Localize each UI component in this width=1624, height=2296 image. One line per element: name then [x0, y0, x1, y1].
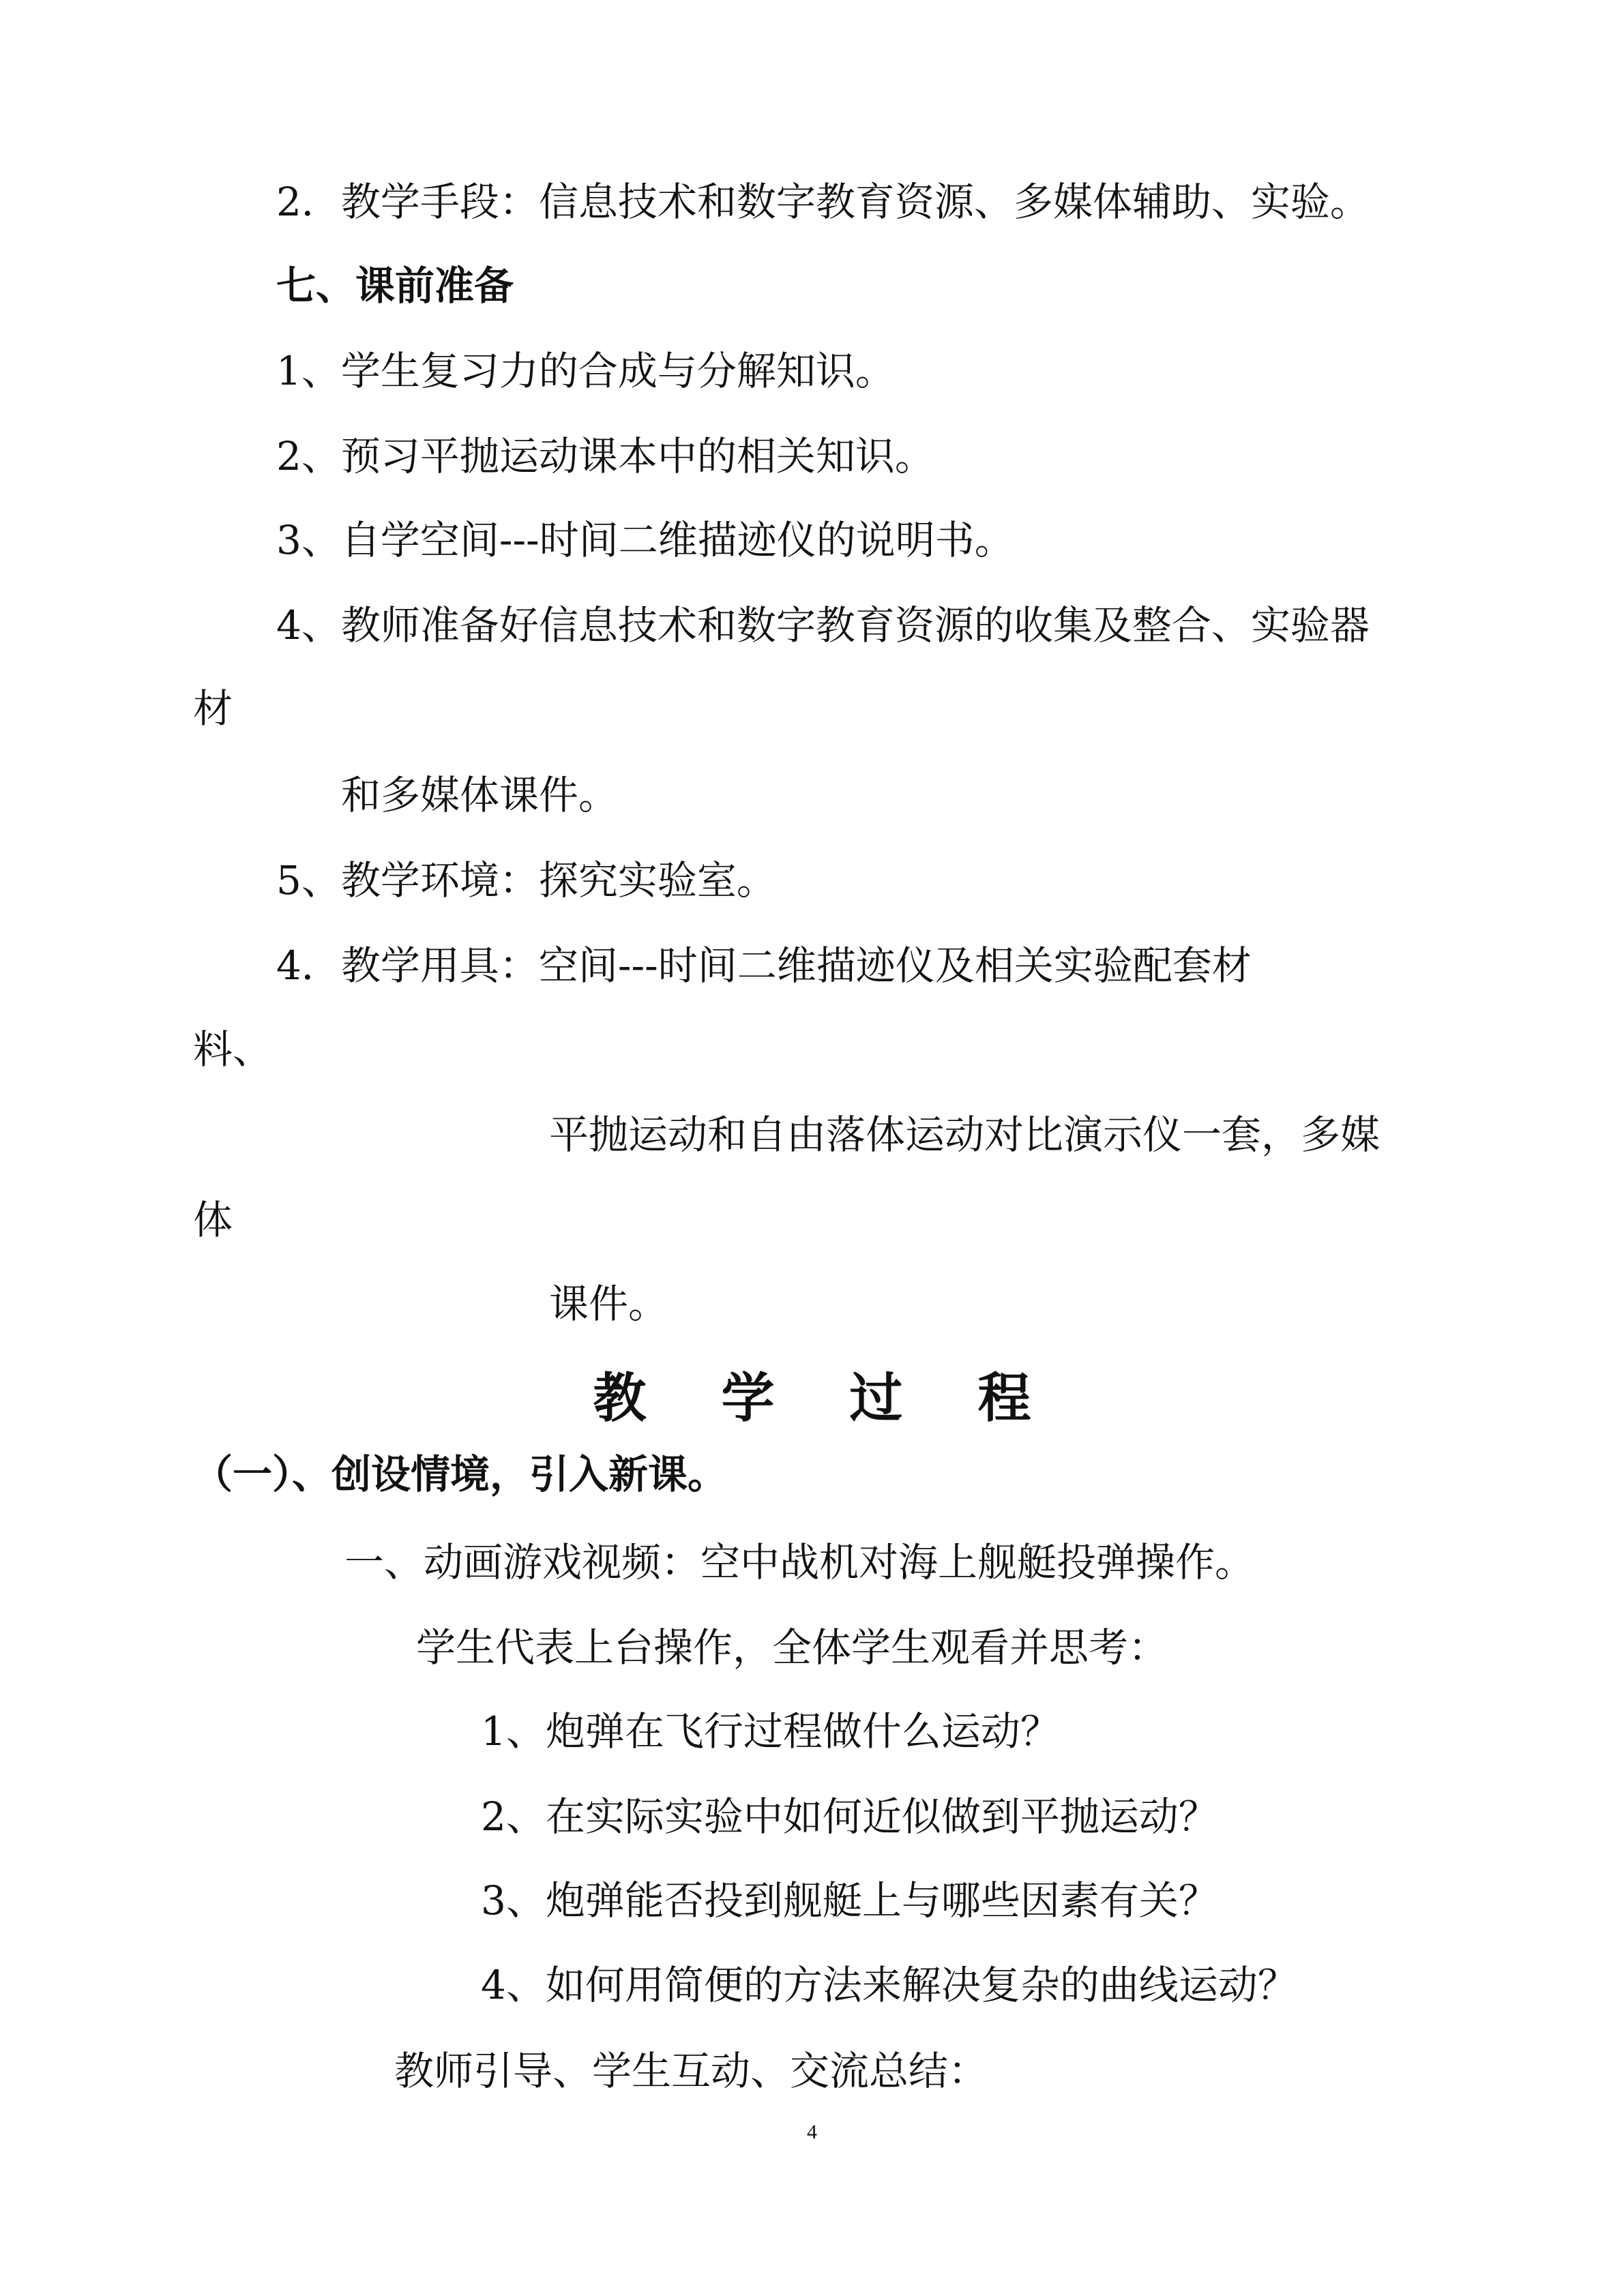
prep-item-5: 5、教学环境：探究实验室。	[276, 857, 776, 904]
prep-item-4-continued: 和多媒体课件。	[341, 772, 619, 818]
teaching-tools-continued: 平抛运动和自由落体运动对比演示仪一套，多媒	[549, 1112, 1381, 1158]
question-4: 4、如何用简便的方法来解决复杂的曲线运动？	[481, 1962, 1297, 2008]
section-heading-introduction: （一）、创设情境，引入新课。	[193, 1451, 728, 1497]
animation-video-line: 一、动画游戏视频：空中战机对海上舰艇投弹操作。	[344, 1539, 1255, 1585]
summary-line: 教师引导、学生互动、交流总结：	[394, 2048, 988, 2094]
question-2: 2、在实际实验中如何近似做到平抛运动？	[481, 1793, 1218, 1840]
teaching-means-line: 2．教学手段：信息技术和数字教育资源、多媒体辅助、实验。	[276, 179, 1370, 225]
question-3: 3、炮弹能否投到舰艇上与哪些因素有关？	[481, 1877, 1218, 1924]
teaching-tools-line: 4．教学用具：空间---时间二维描迹仪及相关实验配套材	[276, 942, 1252, 989]
prep-item-4: 4、教师准备好信息技术和数字教育资源的收集及整合、实验器	[276, 602, 1370, 648]
page-number: 4	[807, 2121, 817, 2143]
section-heading-preparation: 七、课前准备	[276, 263, 514, 309]
prep-item-4-wrap: 材	[193, 685, 233, 732]
student-operation-line: 学生代表上台操作，全体学生观看并思考：	[416, 1624, 1168, 1671]
teaching-tools-end: 课件。	[549, 1281, 668, 1327]
page-title: 教学过程	[593, 1367, 1106, 1429]
question-1: 1、炮弹在飞行过程做什么运动？	[481, 1708, 1060, 1755]
teaching-tools-continued-wrap: 体	[193, 1197, 233, 1243]
prep-item-1: 1、学生复习力的合成与分解知识。	[276, 348, 895, 394]
teaching-tools-wrap: 料、	[193, 1026, 273, 1073]
prep-item-2: 2、预习平抛运动课本中的相关知识。	[276, 433, 934, 479]
prep-item-3: 3、自学空间---时间二维描迹仪的说明书。	[276, 517, 1014, 563]
